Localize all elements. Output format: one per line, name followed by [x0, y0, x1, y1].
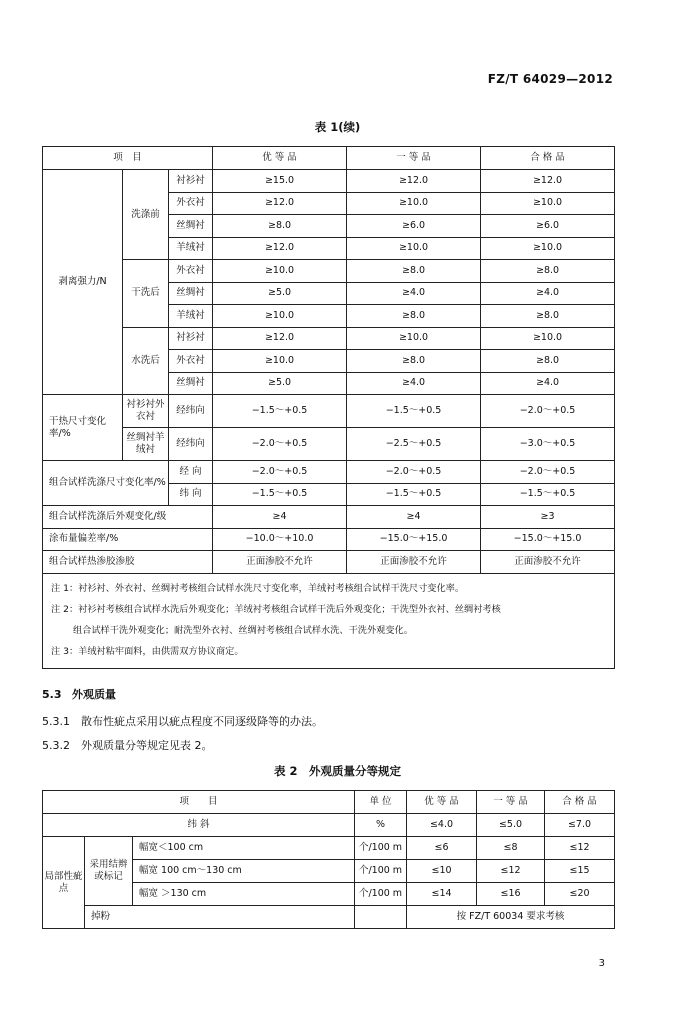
table1-caption: 表 1(续) [314, 120, 361, 134]
cell: −1.5～+0.5 [481, 483, 615, 506]
cell: ≥10.0 [213, 260, 347, 283]
section-heading-title: 外观质量 [72, 688, 116, 701]
row-type: 丝绸衬 [169, 372, 213, 395]
row-type: 羊绒衬 [169, 305, 213, 328]
row-width: 幅宽＜100 cm [133, 837, 355, 860]
before-wash-label: 洗涤前 [123, 170, 169, 260]
cell: ≥10.0 [347, 192, 481, 215]
table-row [43, 260, 615, 283]
paragraph-5-3-1: 5.3.1 散布性疵点采用以疵点程度不同逐级降等的办法。 [42, 715, 323, 728]
cell-unit: 个/100 m [355, 883, 407, 906]
header-grade-1: 优 等 品 [213, 147, 347, 170]
header-grade-2: 一 等 品 [477, 791, 545, 814]
cell: ≥12.0 [213, 237, 347, 260]
cell: ≥6.0 [481, 215, 615, 238]
cell: ≥8.0 [213, 215, 347, 238]
cell: ≥10.0 [481, 327, 615, 350]
cell-unit: 个/100 m [355, 860, 407, 883]
page-number: 3 [598, 958, 605, 969]
cell: ≤12 [545, 837, 615, 860]
table-row [43, 506, 615, 529]
dry-heat-label: 干热尺寸变化率/% [43, 395, 123, 461]
cell: ≥4.0 [347, 372, 481, 395]
table-row [43, 461, 615, 484]
cell: ≥12.0 [213, 192, 347, 215]
cell: ≥12.0 [347, 170, 481, 193]
cell: ≥8.0 [481, 305, 615, 328]
cell: ≥4.0 [481, 282, 615, 305]
table-row [43, 428, 615, 461]
row-direction: 经 向 [169, 461, 213, 484]
cell: 正面渗胶不允许 [481, 551, 615, 574]
table-notes [43, 573, 615, 668]
cell: −1.5～+0.5 [213, 483, 347, 506]
note-2-cont: 组合试样干洗外观变化；耐洗型外衣衬、丝绸衬考核组合试样水洗、干洗外观变化。 [73, 624, 413, 636]
cell: −2.5～+0.5 [347, 428, 481, 461]
peel-strength-label: 剥离强力/N [43, 170, 123, 395]
cell: ≥4 [347, 506, 481, 529]
table-notes-row [43, 573, 615, 668]
row-type: 羊绒衬 [169, 237, 213, 260]
header-grade-1: 优 等 品 [407, 791, 477, 814]
cell: −3.0～+0.5 [481, 428, 615, 461]
header-item: 项 目 [43, 791, 355, 814]
method-label: 采用结辫或标记 [85, 837, 133, 906]
table2-caption: 表 2 外观质量分等规定 [273, 764, 401, 778]
table-row [43, 327, 615, 350]
cell: ≥4 [213, 506, 347, 529]
header-item: 项 目 [43, 147, 213, 170]
cell: −10.0～+10.0 [213, 528, 347, 551]
cell: ≥10.0 [213, 350, 347, 373]
section-heading [42, 686, 116, 702]
table-row [43, 551, 615, 574]
cell: ≥4.0 [481, 372, 615, 395]
cell: −1.5～+0.5 [213, 395, 347, 428]
row-type: 丝绸衬 [169, 282, 213, 305]
header-grade-3: 合 格 品 [545, 791, 615, 814]
table1 [42, 146, 615, 669]
cell: ≤8 [477, 837, 545, 860]
cell: ≤7.0 [545, 814, 615, 837]
cell: ≤5.0 [477, 814, 545, 837]
row-direction: 经纬向 [169, 395, 213, 428]
cell: ≥10.0 [213, 305, 347, 328]
cell: ≥4.0 [347, 282, 481, 305]
paragraph-5-3-2: 5.3.2 外观质量分等规定见表 2。 [42, 739, 213, 752]
cell: ≥5.0 [213, 282, 347, 305]
row-type: 外衣衬 [169, 260, 213, 283]
cell: ≥3 [481, 506, 615, 529]
combo-wash-label: 组合试样洗涤尺寸变化率/% [43, 461, 169, 506]
cell: −2.0～+0.5 [481, 461, 615, 484]
weft-skew-label: 纬 斜 [43, 814, 355, 837]
cell: ≤4.0 [407, 814, 477, 837]
row-direction: 纬 向 [169, 483, 213, 506]
table-row [43, 906, 615, 929]
table-row [43, 147, 615, 170]
table-row [43, 814, 615, 837]
row-type: 衬衫衬外衣衬 [123, 395, 169, 428]
cell: −1.5～+0.5 [347, 483, 481, 506]
row-direction: 经纬向 [169, 428, 213, 461]
cell: ≤12 [477, 860, 545, 883]
seep-label: 组合试样热渗胶渗胶 [43, 551, 213, 574]
powder-value: 按 FZ/T 60034 要求考核 [407, 906, 615, 929]
appearance-label: 组合试样洗涤后外观变化/级 [43, 506, 213, 529]
note-1: 注 1：衬衫衬、外衣衬、丝绸衬考核组合试样水洗尺寸变化率，羊绒衬考核组合试样干洗尺寸变化率。 [51, 582, 465, 594]
row-width: 幅宽 100 cm～130 cm [133, 860, 355, 883]
table2 [42, 790, 615, 929]
water-wash-label: 水洗后 [123, 327, 169, 395]
powder-label: 掉粉 [85, 906, 355, 929]
cell: ≥15.0 [213, 170, 347, 193]
standard-number: FZ/T 64029—2012 [487, 72, 613, 86]
row-type: 外衣衬 [169, 350, 213, 373]
note-3: 注 3：羊绒衬粘牢面料，由供需双方协议商定。 [51, 645, 244, 657]
cell: ≥12.0 [481, 170, 615, 193]
cell-unit: % [355, 814, 407, 837]
row-type: 衬衫衬 [169, 327, 213, 350]
row-type: 丝绸衬羊绒衬 [123, 428, 169, 461]
row-width: 幅宽 ＞130 cm [133, 883, 355, 906]
cell: ≤16 [477, 883, 545, 906]
table-row [43, 837, 615, 860]
cell: ≥5.0 [213, 372, 347, 395]
cell: −2.0～+0.5 [347, 461, 481, 484]
header-unit: 单 位 [355, 791, 407, 814]
cell: ≥8.0 [347, 350, 481, 373]
cell: ≤14 [407, 883, 477, 906]
cell: ≤10 [407, 860, 477, 883]
dry-clean-label: 干洗后 [123, 260, 169, 328]
cell: ≥10.0 [481, 237, 615, 260]
cell: ≥10.0 [347, 237, 481, 260]
cell: −2.0～+0.5 [481, 395, 615, 428]
cell: ≥8.0 [481, 350, 615, 373]
cell: −1.5～+0.5 [347, 395, 481, 428]
cell: 正面渗胶不允许 [347, 551, 481, 574]
table-row [43, 528, 615, 551]
cell: ≥12.0 [213, 327, 347, 350]
cell: −2.0～+0.5 [213, 428, 347, 461]
cell: ≤15 [545, 860, 615, 883]
cell: 正面渗胶不允许 [213, 551, 347, 574]
cell: ≥8.0 [347, 260, 481, 283]
header-grade-2: 一 等 品 [347, 147, 481, 170]
cell: ≥6.0 [347, 215, 481, 238]
table-row [43, 395, 615, 428]
cell: ≥8.0 [481, 260, 615, 283]
table-row [43, 170, 615, 193]
row-type: 外衣衬 [169, 192, 213, 215]
cell: ≤20 [545, 883, 615, 906]
row-type: 衬衫衬 [169, 170, 213, 193]
header-grade-3: 合 格 品 [481, 147, 615, 170]
cell: ≥10.0 [347, 327, 481, 350]
row-type: 丝绸衬 [169, 215, 213, 238]
cell: −15.0～+15.0 [481, 528, 615, 551]
local-defect-label: 局部性疵点 [43, 837, 85, 929]
cell-unit: 个/100 m [355, 837, 407, 860]
cell: ≥8.0 [347, 305, 481, 328]
coating-label: 涂布量偏差率/% [43, 528, 213, 551]
cell-unit [355, 906, 407, 929]
note-2: 注 2：衬衫衬考核组合试样水洗后外观变化；羊绒衬考核组合试样干洗后外观变化；干洗型外衣衬、丝绸衬考核 [51, 603, 501, 615]
cell: −15.0～+15.0 [347, 528, 481, 551]
table-row [43, 791, 615, 814]
cell: −2.0～+0.5 [213, 461, 347, 484]
cell: ≤6 [407, 837, 477, 860]
cell: ≥10.0 [481, 192, 615, 215]
section-heading-number: 5.3 [42, 688, 62, 701]
